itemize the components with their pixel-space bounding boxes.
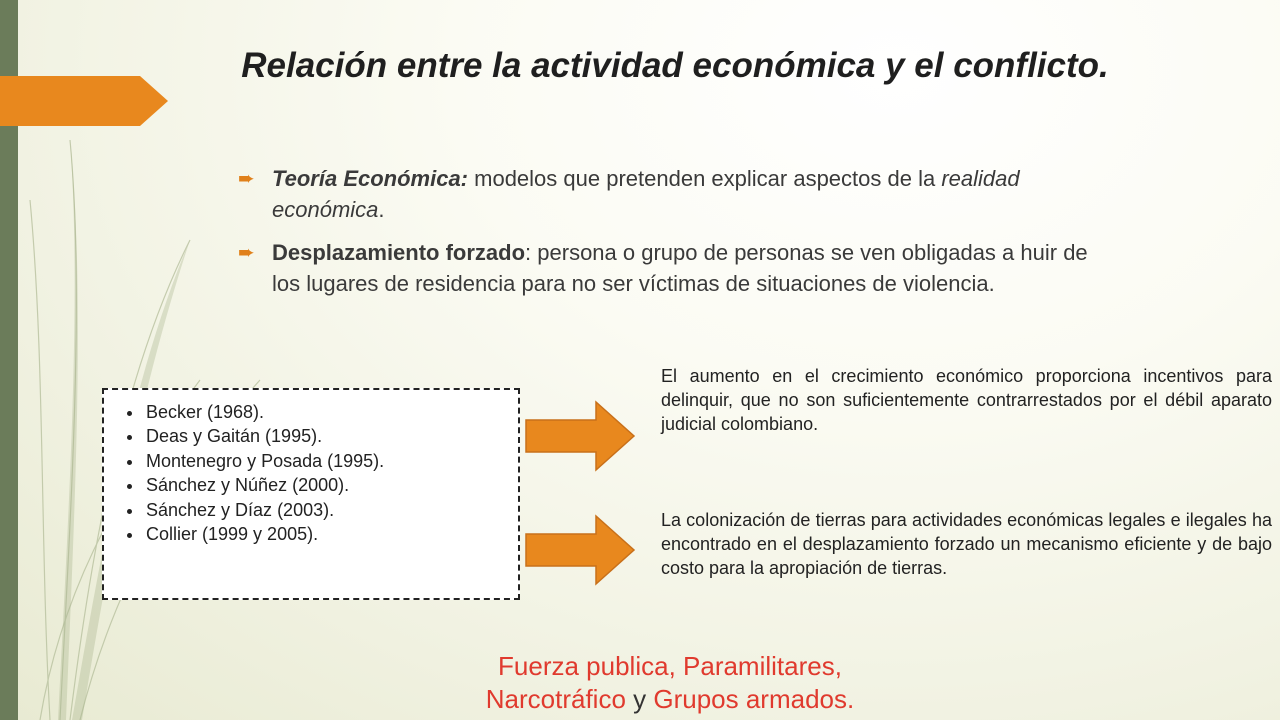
- references-box: [102, 388, 520, 600]
- footer-actors: [390, 650, 950, 716]
- footer-connector: y: [625, 684, 654, 714]
- bullet-term: Teoría Económica:: [272, 166, 469, 191]
- reference-item: • Collier (1999 y 2005).: [144, 522, 508, 546]
- bullet-text-end: .: [378, 197, 385, 222]
- slide-title: Relación entre la actividad económica y el conflicto.: [241, 46, 1109, 85]
- reference-item: • Sánchez y Núñez (2000).: [144, 473, 508, 497]
- bullet-italic-text: realidad económica: [272, 166, 1020, 222]
- bullet-desplazamiento-forzado: [238, 237, 1118, 299]
- arrow-right-icon: ➨: [238, 242, 255, 264]
- arrow-right-icon: ➨: [238, 168, 255, 190]
- paragraph-crecimiento: El aumento en el crecimiento económico proporciona incentivos para delinquir, que no son suficientemente contrarrestados por el débil aparato judicial colombiano.: [661, 366, 1272, 434]
- references-list: [104, 400, 508, 546]
- footer-grupos-armados: Grupos armados.: [653, 684, 855, 714]
- footer-narcotrafico: Narcotráfico: [485, 684, 626, 714]
- reference-item: • Deas y Gaitán (1995).: [144, 424, 508, 448]
- paragraph-colonizacion: La colonización de tierras para actividades económicas legales e ilegales ha encontrado en el desplazamiento forzado un mecanismo eficiente y de bajo costo para la apropiación de tierras.: [661, 510, 1272, 578]
- reference-item: • Montenegro y Posada (1995).: [144, 449, 508, 473]
- bullet-text: : persona o grupo de personas se ven obligadas a huir de los lugares de residencia para no ser víctimas de situaciones de violencia.: [272, 240, 1088, 296]
- footer-line-1: Fuerza publica, Paramilitares,: [498, 651, 842, 681]
- reference-item: • Sánchez y Díaz (2003).: [144, 498, 508, 522]
- bullet-text: modelos que pretenden explicar aspectos de la: [468, 166, 942, 191]
- footer-line-2: [390, 683, 950, 716]
- big-right-arrow-icon: [524, 400, 636, 472]
- title-accent-tab: [0, 76, 168, 126]
- reference-item: • Becker (1968).: [144, 400, 508, 424]
- bullet-list: [238, 163, 1118, 311]
- big-right-arrow-icon: [524, 514, 636, 586]
- bullet-teoria-economica: [238, 163, 1118, 225]
- bullet-term: Desplazamiento forzado: [272, 240, 526, 265]
